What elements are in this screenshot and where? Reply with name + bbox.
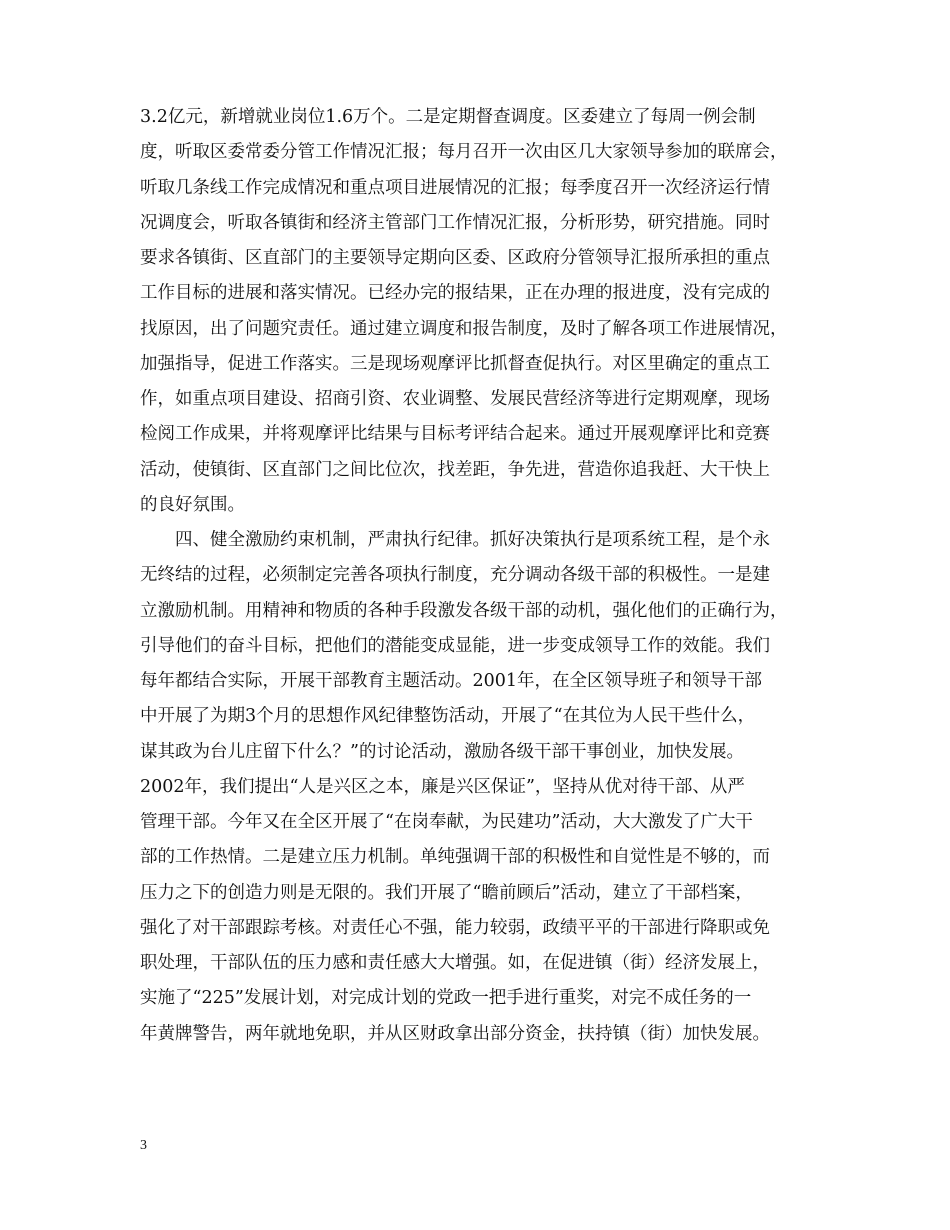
text-line: 况调度会，听取各镇街和经济主管部门工作情况汇报，分析形势，研究措施。同时 [140,212,770,233]
text-line: 要求各镇街、区直部门的主要领导定期向区委、区政府分管领导汇报所承担的重点 [140,248,770,268]
text-line: 强化了对干部跟踪考核。对责任心不强，能力较弱，政绩平平的干部进行降职或免 [140,917,770,938]
text-line: 管理干部。今年又在全区开展了“在岗奉献，为民建功”活动，大大激发了广大干 [140,812,753,832]
body-text [140,100,830,1052]
text-line: 度，听取区委常委分管工作情况汇报；每月召开一次由区几大家领导参加的联席会， [140,142,788,163]
text-line: 压力之下的创造力则是无限的。我们开展了“瞻前顾后”活动，建立了干部档案， [140,882,753,903]
text-line: 听取几条线工作完成情况和重点项目进展情况的汇报；每季度召开一次经济运行情 [140,177,770,198]
text-line: 部的工作热情。二是建立压力机制。单纯强调干部的积极性和自觉性是不够的，而 [140,847,770,868]
text-line: 加强指导，促进工作落实。三是现场观摩评比抓督查促执行。对区里确定的重点工 [140,353,770,374]
text-line: 2002年，我们提出“人是兴区之本，廉是兴区保证”，坚持从优对待干部、从严 [140,776,745,797]
text-line: 无终结的过程，必须制定完善各项执行制度，充分调动各级干部的积极性。一是建 [140,565,770,586]
text-line: 引导他们的奋斗目标，把他们的潜能变成显能，进一步变成领导工作的效能。我们 [140,635,770,656]
text-line: 四、健全激励约束机制，严肃执行纪律。抓好决策执行是项系统工程，是个永 [140,530,770,550]
text-line: 职处理，干部队伍的压力感和责任感大大增强。如，在促进镇（街）经济发展上， [140,953,770,973]
text-line: 检阅工作成果，并将观摩评比结果与目标考评结合起来。通过开展观摩评比和竞赛 [140,424,770,445]
text-line: 3.2亿元，新增就业岗位1.6万个。二是定期督查调度。区委建立了每周一例会制 [140,107,756,127]
text-line: 中开展了为期3个月的思想作风纪律整饬活动，开展了“在其位为人民干些什么， [140,706,756,727]
text-line: 工作目标的进展和落实情况。已经办完的报结果，正在办理的报进度，没有完成的 [140,283,770,304]
text-line: 每年都结合实际，开展干部教育主题活动。2001年，在全区领导班子和领导干部 [140,671,763,691]
text-line: 作，如重点项目建设、招商引资、农业调整、发展民营经济等进行定期观摩，现场 [140,389,770,409]
text-line: 找原因，出了问题究责任。通过建立调度和报告制度，及时了解各项工作进展情况， [140,318,788,339]
text-line: 立激励机制。用精神和物质的各种手段激发各级干部的动机，强化他们的正确行为， [140,600,788,621]
text-line: 年黄牌警告，两年就地免职，并从区财政拿出部分资金，扶持镇（街）加快发展。 [140,1023,770,1044]
text-line: 谋其政为台儿庄留下什么？”的讨论活动，激励各级干部干事创业，加快发展。 [140,741,744,762]
text-line: 实施了“225”发展计划，对完成计划的党政一把手进行重奖，对完不成任务的一 [140,988,752,1009]
text-line: 活动，使镇街、区直部门之间比位次，找差距，争先进，营造你追我赶、大干快上 [140,459,770,480]
page-number: 3 [140,1138,147,1153]
text-line: 的良好氛围。 [140,494,245,515]
